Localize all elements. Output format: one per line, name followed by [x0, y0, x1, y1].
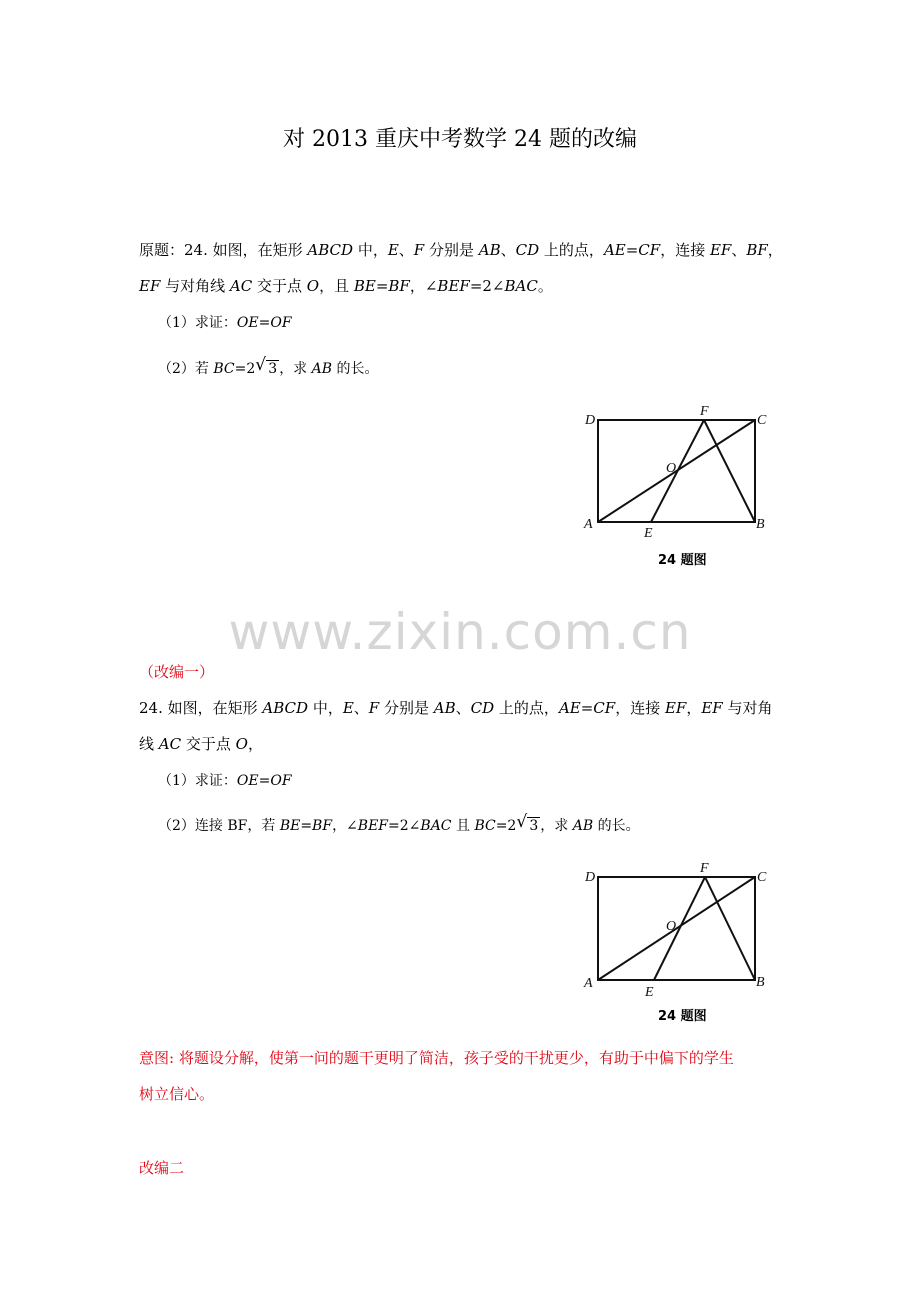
- adaptation-1-line-2: [139, 733, 263, 755]
- var: BE=BF: [353, 277, 410, 295]
- text: （1）求证：: [158, 773, 237, 789]
- var: AC: [229, 277, 253, 295]
- diagonal-ac: [598, 877, 755, 980]
- label-d: D: [585, 413, 596, 428]
- var: BAC: [504, 277, 538, 295]
- text: =2∠: [469, 277, 505, 295]
- radical-sign-icon: √: [255, 355, 267, 375]
- text: （2）连接 BF，若: [158, 818, 280, 834]
- text: 的长。: [593, 818, 640, 834]
- text: 24. 如图，在矩形: [139, 699, 263, 717]
- text: ，: [767, 241, 783, 259]
- text: 线: [139, 735, 159, 753]
- text: 。: [537, 277, 553, 295]
- var: CD: [515, 241, 540, 259]
- segment-ef: [651, 420, 704, 522]
- var: OE=OF: [236, 315, 292, 331]
- geometry-figure-adaptation-1: [580, 855, 790, 1035]
- text: ，连接: [615, 699, 665, 717]
- page-title: 对 2013 重庆中考数学 24 题的改编: [283, 127, 637, 152]
- text: 交于点: [181, 735, 236, 753]
- text: 中，: [353, 241, 388, 259]
- var: AE=CF: [603, 241, 661, 259]
- text: 、: [500, 241, 516, 259]
- var: AC: [158, 735, 182, 753]
- var: AB: [478, 241, 501, 259]
- watermark: www.zixin.com.cn: [228, 603, 692, 661]
- text: =2∠: [388, 818, 421, 834]
- adaptation-1-line-1: [139, 697, 772, 719]
- text: ，: [686, 699, 702, 717]
- var: AB: [311, 361, 333, 377]
- label-f: F: [700, 861, 709, 876]
- var: BAC: [420, 818, 452, 834]
- text: =2: [495, 818, 517, 834]
- text: （2）若: [158, 361, 214, 377]
- text: 上的点，: [494, 699, 559, 717]
- text: ，求: [279, 361, 312, 377]
- radicand: 3: [268, 361, 278, 377]
- label-o: O: [666, 461, 677, 476]
- sqrt-expression: [516, 812, 540, 837]
- text: ，∠: [332, 818, 358, 834]
- var: EF: [139, 277, 161, 295]
- segment-ef: [654, 877, 705, 980]
- intent-note-line-2: 树立信心。: [139, 1085, 215, 1103]
- var: BEF: [357, 818, 389, 834]
- text: ，求: [540, 818, 573, 834]
- radicand: 3: [529, 818, 539, 834]
- text: 分别是: [424, 241, 479, 259]
- adaptation-1-question-2: [158, 812, 640, 837]
- var: ABCD: [307, 241, 354, 259]
- original-line-1: [139, 239, 783, 261]
- var: E: [342, 699, 354, 717]
- var: F: [413, 241, 425, 259]
- var: BF: [746, 241, 768, 259]
- radical-sign-icon: √: [516, 812, 528, 832]
- text: 的长。: [332, 361, 379, 377]
- geometry-figure-original: [580, 400, 790, 580]
- var: AB: [572, 818, 594, 834]
- var: OE=OF: [236, 773, 292, 789]
- var: AB: [433, 699, 456, 717]
- var: F: [368, 699, 380, 717]
- text: 、: [353, 699, 369, 717]
- text: 原题：24. 如图，在矩形: [139, 241, 308, 259]
- adaptation-1-question-1: [158, 770, 292, 792]
- text: 、: [398, 241, 414, 259]
- label-d: D: [585, 870, 596, 885]
- var: BEF: [437, 277, 470, 295]
- var: ABCD: [262, 699, 309, 717]
- text: 上的点，: [539, 241, 604, 259]
- original-line-2: [139, 275, 553, 297]
- var: BE=BF: [279, 818, 333, 834]
- text: =2: [234, 361, 256, 377]
- label-a: A: [584, 517, 593, 532]
- text: 交于点: [252, 277, 307, 295]
- label-a: A: [584, 976, 593, 991]
- text: 分别是: [379, 699, 434, 717]
- text: ，∠: [409, 277, 438, 295]
- var: EF: [709, 241, 732, 259]
- label-c: C: [757, 870, 767, 885]
- label-e: E: [644, 526, 653, 541]
- text: （1）求证：: [158, 315, 237, 331]
- var: AE=CF: [558, 699, 616, 717]
- figure-caption: 24 题图: [658, 553, 707, 568]
- label-c: C: [757, 413, 767, 428]
- sqrt-expression: [255, 355, 279, 380]
- label-f: F: [700, 404, 709, 419]
- text: 、: [455, 699, 471, 717]
- original-question-1: [158, 312, 292, 334]
- adaptation-1-heading: （改编一）: [139, 663, 215, 681]
- label-o: O: [666, 919, 677, 934]
- original-question-2: [158, 355, 379, 380]
- var: E: [387, 241, 399, 259]
- segment-bf: [704, 420, 755, 522]
- text: 且: [451, 818, 475, 834]
- text: 中，: [308, 699, 343, 717]
- var: EF: [664, 699, 687, 717]
- intent-note-line-1: 意图: 将题设分解，使第一问的题干更明了简洁，孩子受的干扰更少，有助于中偏下的学生: [139, 1049, 734, 1067]
- var: O: [306, 277, 320, 295]
- text: ，且: [319, 277, 354, 295]
- figure-caption: 24 题图: [658, 1009, 707, 1024]
- var: BC: [474, 818, 496, 834]
- var: O: [235, 735, 248, 753]
- text: 、: [731, 241, 747, 259]
- var: BC: [213, 361, 235, 377]
- label-e: E: [645, 985, 654, 1000]
- label-b: B: [756, 975, 765, 990]
- text: ，: [247, 735, 263, 753]
- text: 与对角: [722, 699, 773, 717]
- var: EF: [701, 699, 723, 717]
- label-b: B: [756, 517, 765, 532]
- text: ，连接: [660, 241, 710, 259]
- var: CD: [470, 699, 495, 717]
- text: 与对角线: [160, 277, 230, 295]
- adaptation-2-heading: 改编二: [139, 1159, 185, 1177]
